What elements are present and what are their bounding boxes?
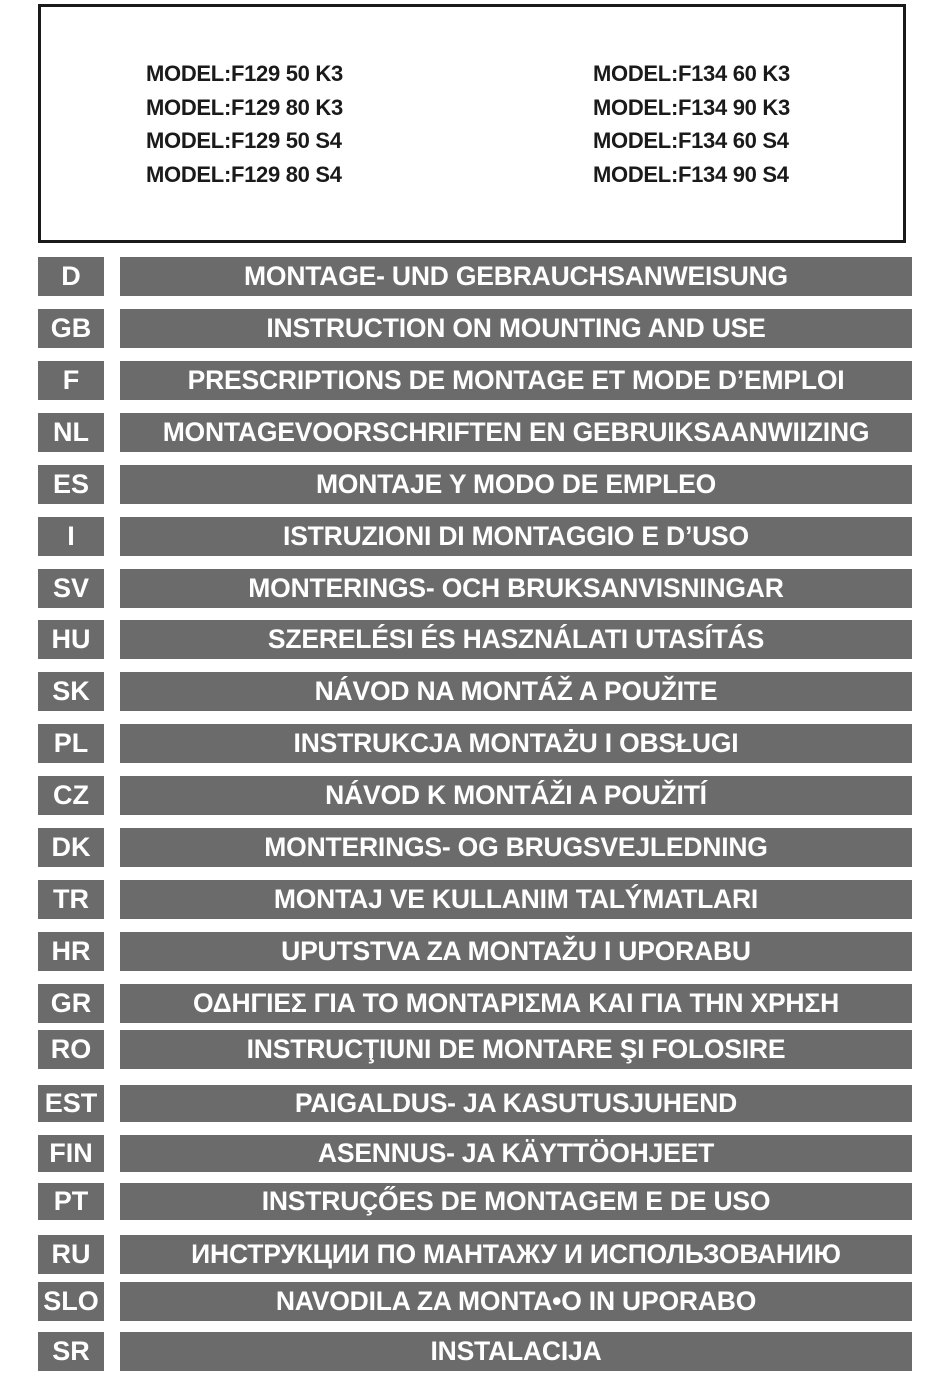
language-code: FIN (38, 1135, 104, 1172)
language-title: INSTRUCŢIUNI DE MONTARE ŞI FOLOSIRE (120, 1030, 912, 1069)
language-row-hr (38, 932, 912, 971)
language-title: PRESCRIPTIONS DE MONTAGE ET MODE D’EMPLOI (120, 361, 912, 400)
model-line: MODEL:F129 80 S4 (146, 161, 342, 187)
model-line: MODEL:F129 50 K3 (146, 61, 343, 86)
language-title: MONTERINGS- OG BRUGSVEJLEDNING (120, 828, 912, 867)
language-title: NÁVOD NA MONTÁŽ A POUŽITE (120, 672, 912, 711)
model-column-right (593, 57, 790, 191)
language-code: SR (38, 1332, 104, 1371)
model-column-left (146, 57, 343, 191)
model-list-box (38, 4, 906, 243)
language-row-i (38, 517, 912, 556)
language-code: I (38, 517, 104, 556)
language-title: MONTAGE- UND GEBRAUCHSANWEISUNG (120, 257, 912, 296)
language-code: PT (38, 1183, 104, 1220)
language-row-ru (38, 1235, 912, 1274)
language-row-est (38, 1085, 912, 1122)
language-code: CZ (38, 776, 104, 815)
model-line: MODEL:F134 60 K3 (593, 61, 790, 86)
language-title: NÁVOD K MONTÁŽI A POUŽITÍ (120, 776, 912, 815)
model-line: MODEL:F129 80 K3 (146, 94, 343, 120)
language-code: SV (38, 569, 104, 608)
language-row-tr (38, 880, 912, 919)
language-code: F (38, 361, 104, 400)
language-row-sr (38, 1332, 912, 1371)
model-line: MODEL:F134 90 S4 (593, 161, 789, 187)
language-title: MONTAGEVOORSCHRIFTEN EN GEBRUIKSAANWIIZING (120, 413, 912, 452)
language-row-es (38, 465, 912, 504)
language-code: HR (38, 932, 104, 971)
model-line: MODEL:F129 50 S4 (146, 128, 342, 153)
language-title: ISTRUZIONI DI MONTAGGIO E D’USO (120, 517, 912, 556)
language-code: RO (38, 1030, 104, 1069)
language-row-dk (38, 828, 912, 867)
language-code: SK (38, 672, 104, 711)
language-code: GB (38, 309, 104, 348)
language-code: TR (38, 880, 104, 919)
language-code: GR (38, 984, 104, 1023)
language-code: PL (38, 724, 104, 763)
language-title: INSTALACIJA (120, 1332, 912, 1371)
language-title: ИНСТРУКЦИИ ПО МАНТАЖУ И ИСПОЛЬЗОВАНИЮ (120, 1235, 912, 1274)
language-row-nl (38, 413, 912, 452)
language-title: NAVODILA ZA MONTA•O IN UPORABO (120, 1282, 912, 1321)
language-row-d (38, 257, 912, 296)
language-row-gr (38, 984, 912, 1023)
language-row-f (38, 361, 912, 400)
language-title: UPUTSTVA ZA MONTAŽU I UPORABU (120, 932, 912, 971)
model-line: MODEL:F134 60 S4 (593, 128, 789, 153)
language-row-sk (38, 672, 912, 711)
model-line: MODEL:F134 90 K3 (593, 94, 790, 120)
language-code: NL (38, 413, 104, 452)
language-code: RU (38, 1235, 104, 1274)
language-title: MONTAJ VE KULLANIM TALÝMATLARI (120, 880, 912, 919)
language-row-cz (38, 776, 912, 815)
language-code: HU (38, 620, 104, 659)
language-code: DK (38, 828, 104, 867)
language-title: SZERELÉSI ÉS HASZNÁLATI UTASÍTÁS (120, 620, 912, 659)
language-row-hu (38, 620, 912, 659)
language-title: INSTRUÇŐES DE MONTAGEM E DE USO (120, 1183, 912, 1220)
language-title: ASENNUS- JA KÄYTTÖOHJEET (120, 1135, 912, 1172)
language-title: INSTRUKCJA MONTAŻU I OBSŁUGI (120, 724, 912, 763)
language-code: SLO (38, 1282, 104, 1321)
language-row-fin (38, 1135, 912, 1172)
language-row-slo (38, 1282, 912, 1321)
language-row-gb (38, 309, 912, 348)
language-title: PAIGALDUS- JA KASUTUSJUHEND (120, 1085, 912, 1122)
language-title: MONTERINGS- OCH BRUKSANVISNINGAR (120, 569, 912, 608)
language-code: ES (38, 465, 104, 504)
language-row-ro (38, 1030, 912, 1069)
language-row-pt (38, 1183, 912, 1220)
language-code: D (38, 257, 104, 296)
language-title: MONTAJE Y MODO DE EMPLEO (120, 465, 912, 504)
language-title: INSTRUCTION ON MOUNTING AND USE (120, 309, 912, 348)
language-code: EST (38, 1085, 104, 1122)
language-row-sv (38, 569, 912, 608)
language-title: ΟΔΗΓΙΕΣ ΓΙΑ ΤΟ ΜΟΝΤΑΡΙΣΜΑ ΚΑΙ ΓΙΑ ΤΗΝ ΧΡΗΣΗ (120, 984, 912, 1023)
language-row-pl (38, 724, 912, 763)
